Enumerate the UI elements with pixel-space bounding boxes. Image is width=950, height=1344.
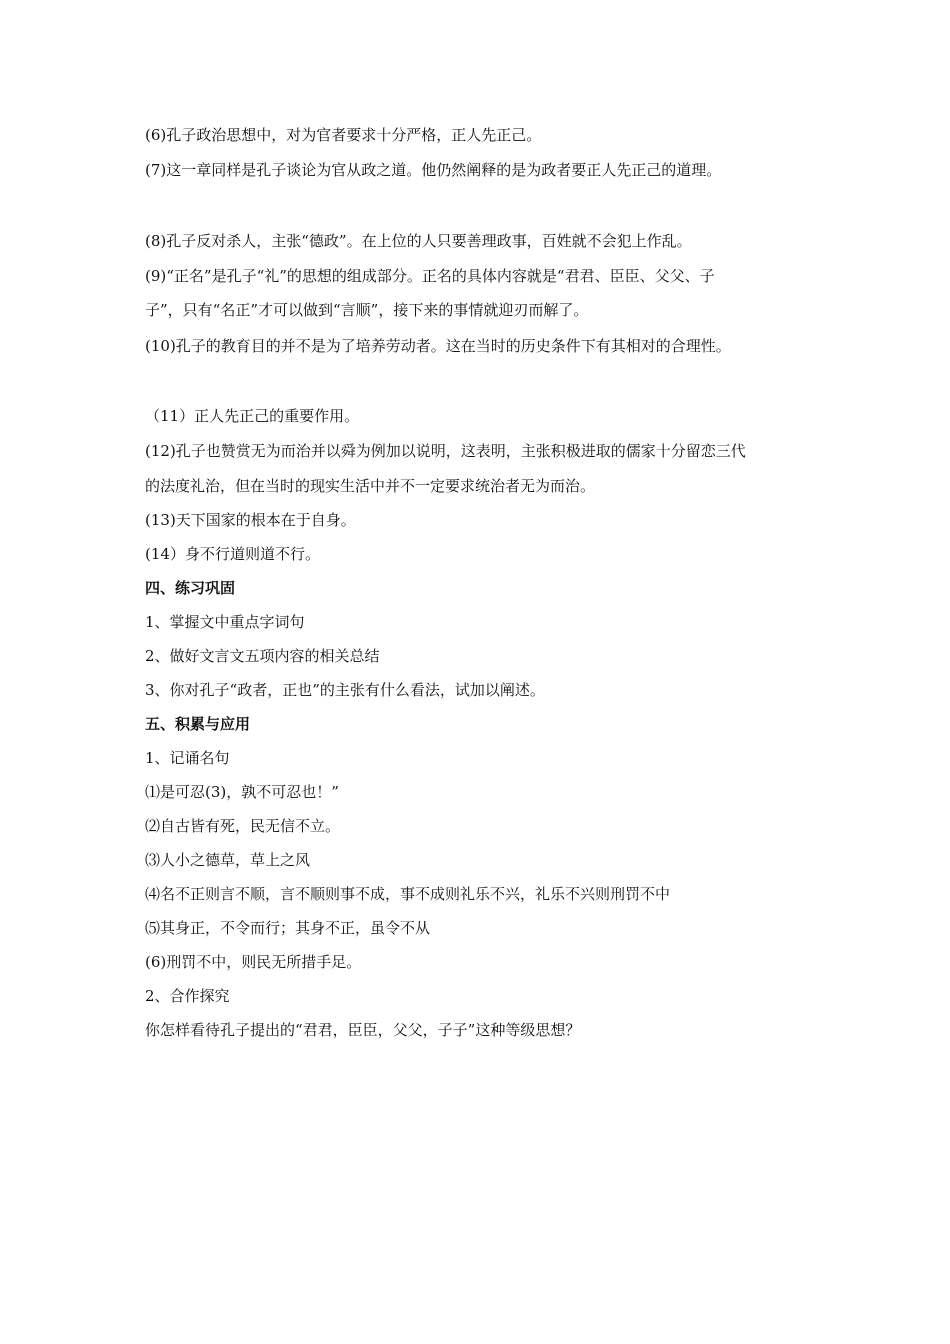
- practice-item-2: 2、做好文言文五项内容的相关总结: [145, 647, 380, 665]
- text-line-11: （11）正人先正己的重要作用。: [145, 407, 360, 425]
- quote-1: ⑴是可忍(3)，孰不可忍也！”: [145, 783, 339, 801]
- quote-3: ⑶人小之德草，草上之风: [145, 851, 311, 869]
- discussion-question: 你怎样看待孔子提出的“君君，臣臣，父父，子子”这种等级思想？: [145, 1021, 581, 1039]
- text-line-9: (9)“正名”是孔子“礼”的思想的组成部分。正名的具体内容就是“君君、臣臣、父父、子: [145, 267, 715, 285]
- quote-2: ⑵自古皆有死，民无信不立。: [145, 817, 341, 835]
- application-item-2: 2、合作探究: [145, 987, 230, 1005]
- practice-item-1: 1、掌握文中重点字词句: [145, 613, 305, 631]
- quote-5: ⑸其身正，不令而行；其身不正，虽令不从: [145, 919, 431, 937]
- practice-item-3: 3、你对孔子“政者，正也”的主张有什么看法，试加以阐述。: [145, 681, 545, 699]
- text-line-8: (8)孔子反对杀人，主张“德政”。在上位的人只要善理政事，百姓就不会犯上作乱。: [145, 232, 692, 250]
- text-line-12-cont: 的法度礼治，但在当时的现实生活中并不一定要求统治者无为而治。: [145, 477, 596, 495]
- text-line-14: (14）身不行道则道不行。: [145, 545, 320, 563]
- quote-6: (6)刑罚不中，则民无所措手足。: [145, 953, 362, 971]
- text-line-12: (12)孔子也赞赏无为而治并以舜为例加以说明，这表明，主张积极进取的儒家十分留恋三代: [145, 442, 746, 460]
- text-line-7: (7)这一章同样是孔子谈论为官从政之道。他仍然阐释的是为政者要正人先正己的道理。: [145, 161, 722, 179]
- section-heading-application: 五、积累与应用: [145, 715, 251, 733]
- text-line-13: (13)天下国家的根本在于自身。: [145, 511, 356, 529]
- application-item-1: 1、记诵名句: [145, 749, 230, 767]
- text-line-9-cont: 子”，只有“名正”才可以做到“言顺”，接下来的事情就迎刃而解了。: [145, 301, 589, 319]
- section-heading-practice: 四、练习巩固: [145, 579, 236, 597]
- quote-4: ⑷名不正则言不顺，言不顺则事不成，事不成则礼乐不兴，礼乐不兴则刑罚不中: [145, 885, 671, 903]
- text-line-10: (10)孔子的教育目的并不是为了培养劳动者。这在当时的历史条件下有其相对的合理性。: [145, 337, 731, 355]
- text-line-6: (6)孔子政治思想中，对为官者要求十分严格，正人先正己。: [145, 126, 542, 144]
